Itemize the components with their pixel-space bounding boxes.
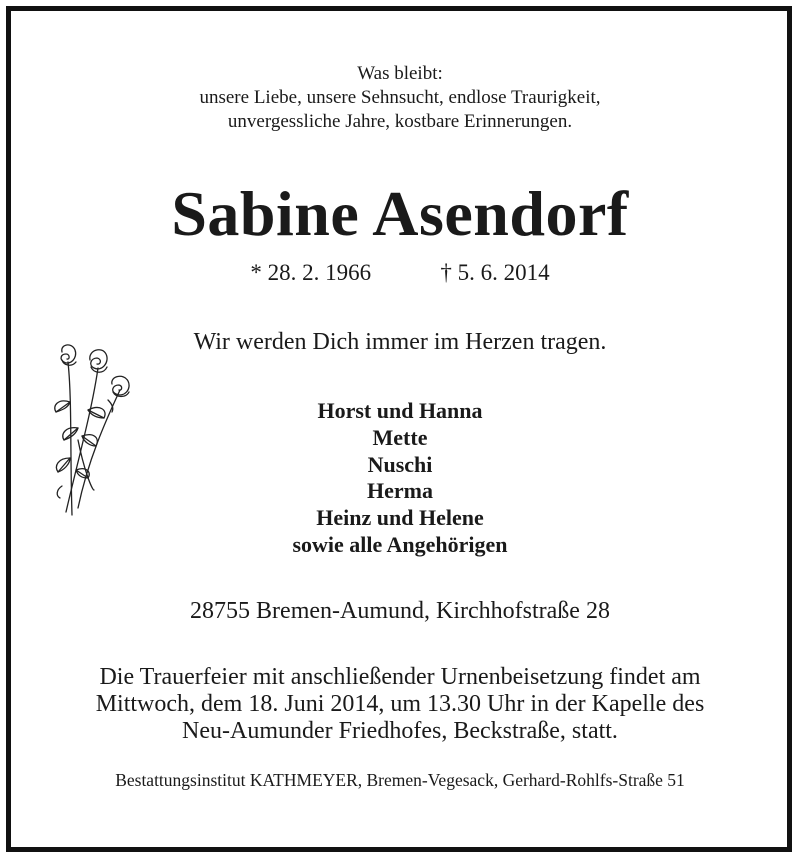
quote-line: unsere Liebe, unsere Sehnsucht, endlose Traurigkeit,: [199, 87, 601, 108]
birth-date: * 28. 2. 1966: [250, 260, 372, 285]
motto: Wir werden Dich immer im Herzen tragen.: [193, 329, 607, 355]
undertaker-info: Bestattungsinstitut KATHMEYER, Bremen-Vegesack, Gerhard-Rohlfs-Straße 51: [115, 770, 685, 790]
mourner: Horst und Hanna: [317, 398, 483, 423]
service-notice: [0, 664, 800, 745]
mourner: Heinz und Helene: [316, 505, 484, 531]
quote-line: unvergessliche Jahre, kostbare Erinnerungen.: [227, 111, 573, 132]
deceased-name: Sabine Asendorf: [171, 178, 629, 249]
mourner: Herma: [367, 478, 433, 504]
mourner: Mette: [372, 424, 428, 450]
service-line: Mittwoch, dem 18. Juni 2014, um 13.30 Uhr in der Kapelle des: [95, 691, 705, 717]
mourners-list: [0, 398, 800, 559]
service-line: Die Trauerfeier mit anschließender Urnenbeisetzung findet am: [99, 664, 701, 690]
mourner: Nuschi: [367, 451, 433, 477]
service-line: Neu-Aumunder Friedhofes, Beckstraße, statt.: [182, 718, 618, 744]
quote-line: Was bleibt:: [357, 63, 443, 84]
death-date: † 5. 6. 2014: [440, 260, 550, 285]
quote: [0, 62, 800, 134]
family-address: 28755 Bremen-Aumund, Kirchhofstraße 28: [190, 598, 610, 624]
mourner: sowie alle Angehörigen: [292, 531, 508, 557]
life-dates: [0, 258, 800, 288]
